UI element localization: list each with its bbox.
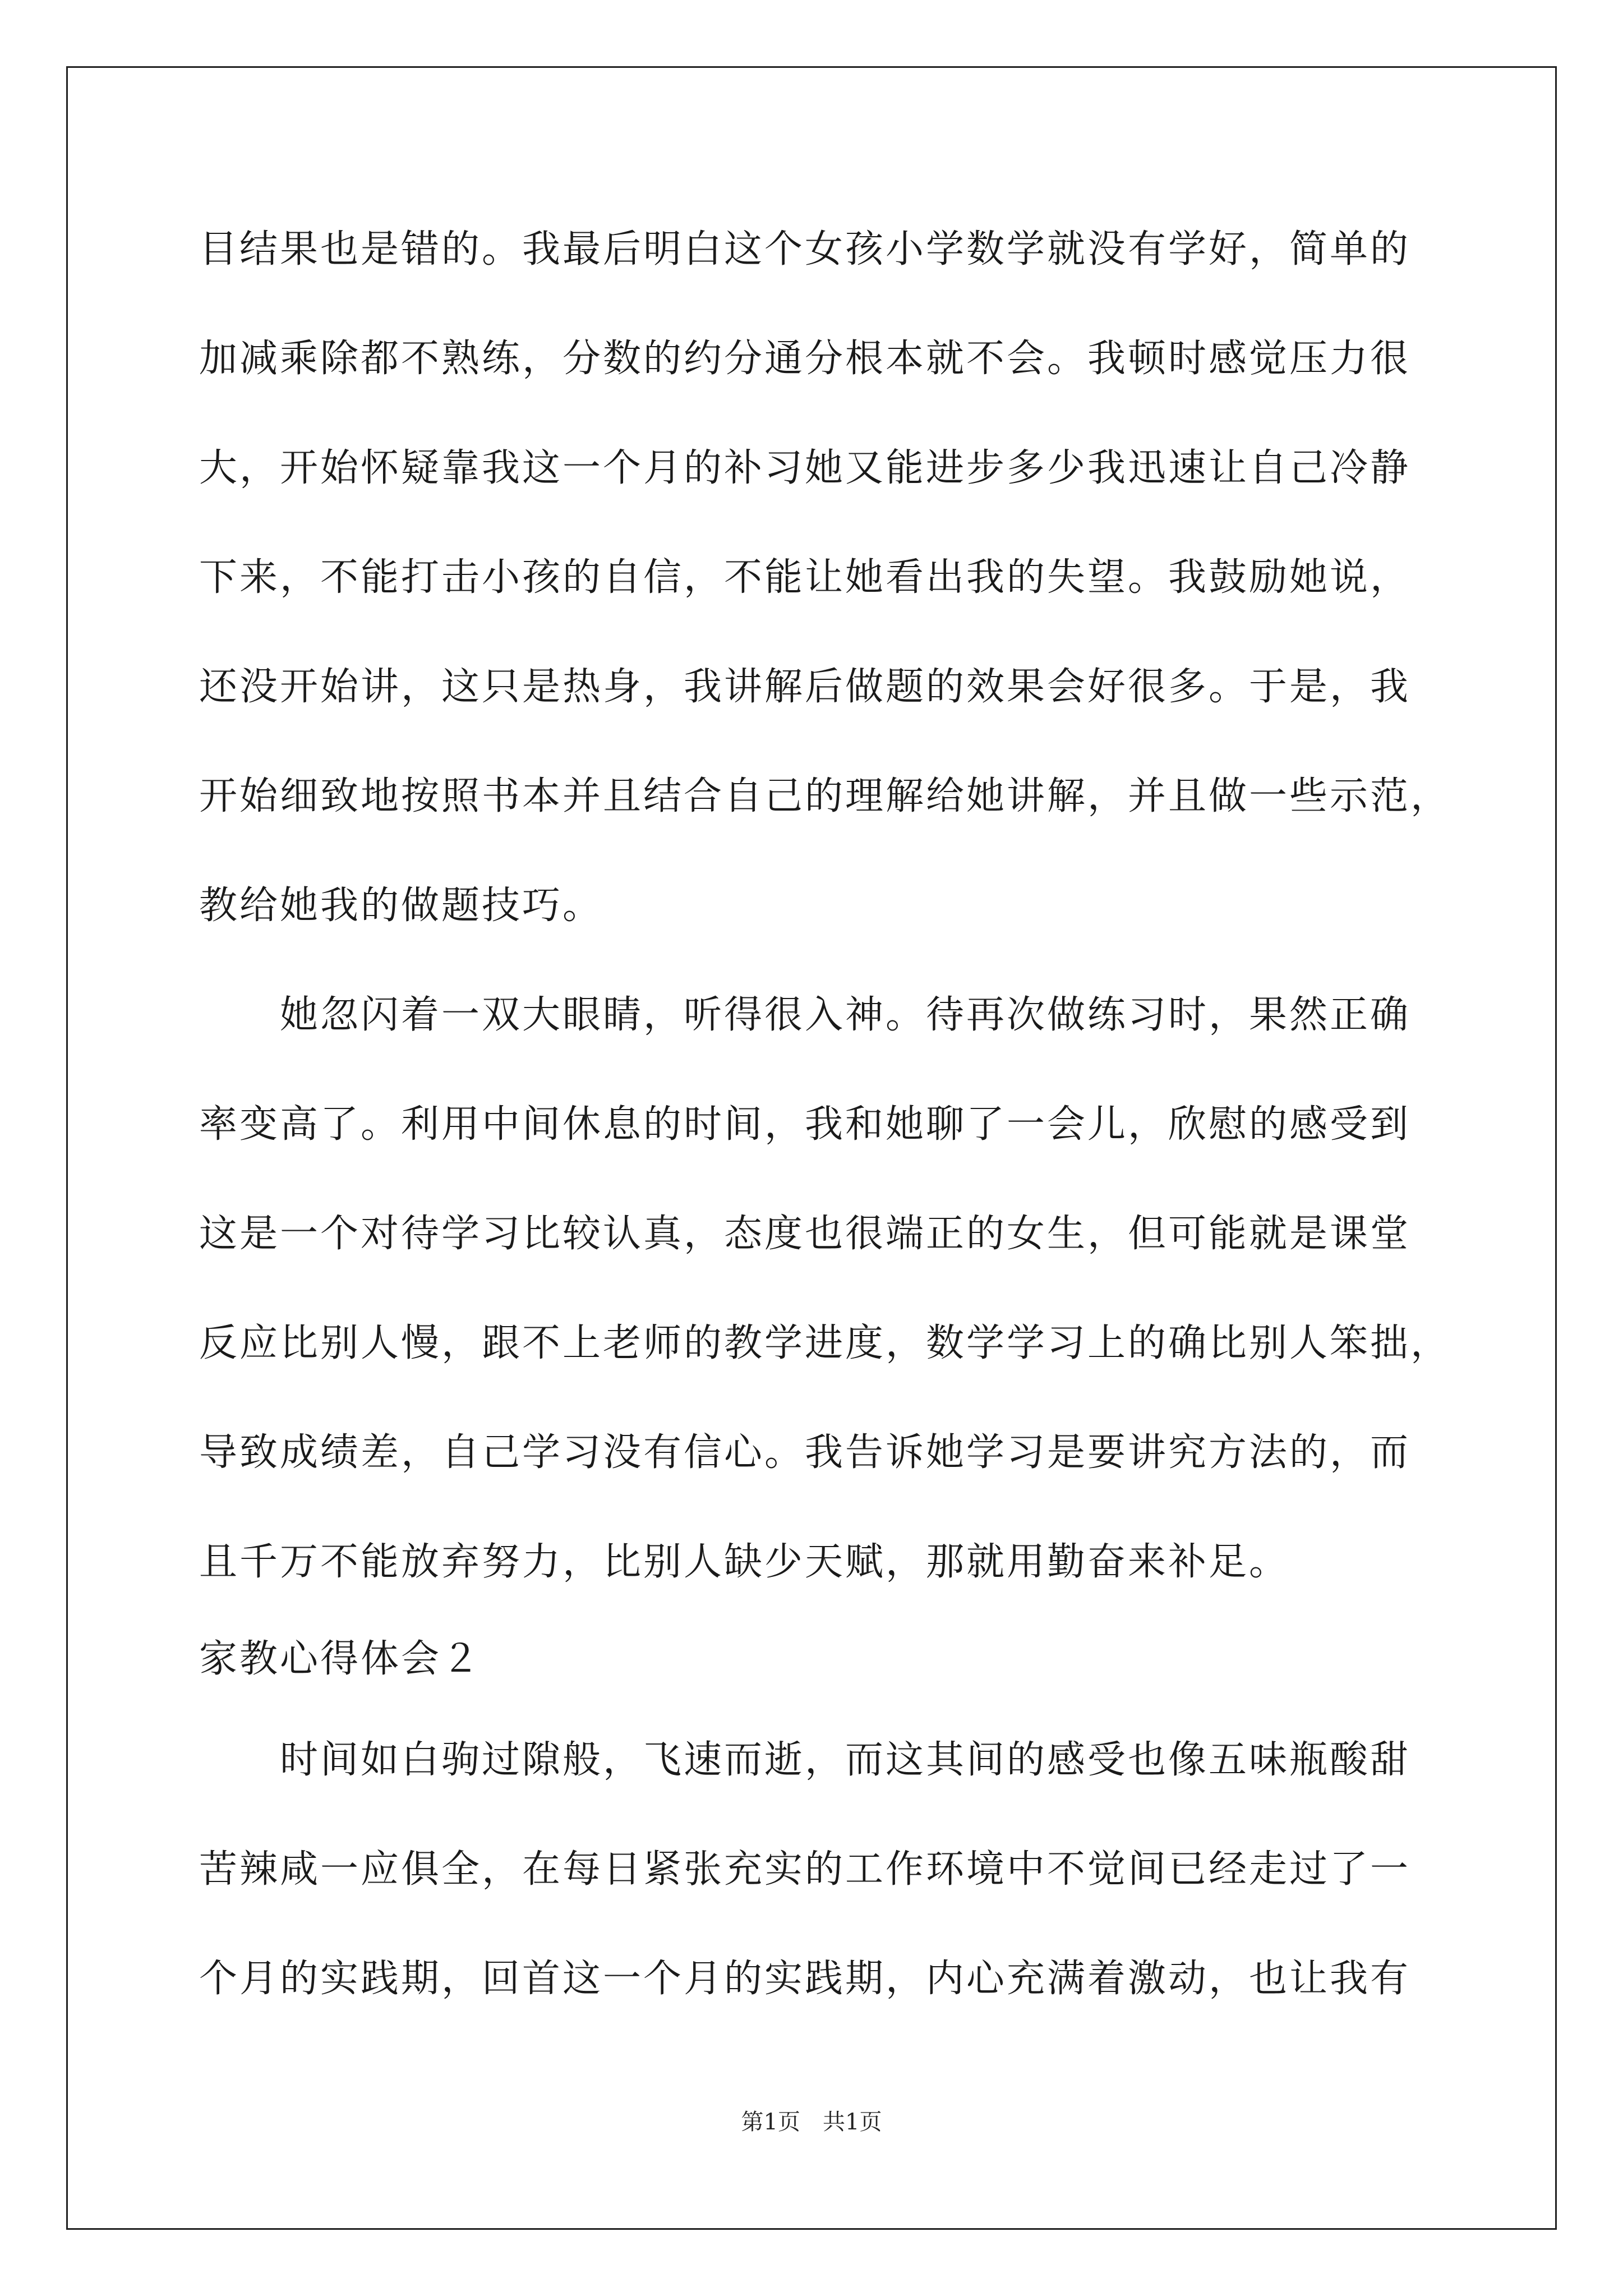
page-border xyxy=(66,66,1557,2230)
text-line: 时间如白驹过隙般，飞速而逝，而这其间的感受也像五味瓶酸甜 xyxy=(199,1738,1411,1782)
text-line: 且千万不能放弃努力，比别人缺少天赋，那就用勤奋来补足。 xyxy=(199,1540,1290,1584)
text-line: 大，开始怀疑靠我这一个月的补习她又能进步多少我迅速让自己冷静 xyxy=(199,446,1411,490)
section-heading: 家教心得体会２ xyxy=(199,1637,482,1681)
text-line: 苦辣咸一应俱全，在每日紧张充实的工作环境中不觉间已经走过了一 xyxy=(199,1847,1411,1892)
text-line: 率变高了。利用中间休息的时间，我和她聊了一会儿，欣慰的感受到 xyxy=(199,1102,1411,1147)
text-line: 导致成绩差，自己学习没有信心。我告诉她学习是要讲究方法的，而 xyxy=(199,1430,1411,1475)
text-line: 还没开始讲，这只是热身，我讲解后做题的效果会好很多。于是，我 xyxy=(199,665,1411,709)
text-line: 开始细致地按照书本并且结合自己的理解给她讲解，并且做一些示范， xyxy=(199,774,1451,818)
text-line: 加减乘除都不熟练，分数的约分通分根本就不会。我顿时感觉压力很 xyxy=(199,337,1411,381)
text-line: 反应比别人慢，跟不上老师的教学进度，数学学习上的确比别人笨拙， xyxy=(199,1321,1451,1365)
text-line: 个月的实践期，回首这一个月的实践期，内心充满着激动，也让我有 xyxy=(199,1957,1411,2001)
page-number: 第1页 共1页 xyxy=(741,2109,882,2135)
text-line: 教给她我的做题技巧。 xyxy=(199,884,603,928)
text-line: 这是一个对待学习比较认真，态度也很端正的女生，但可能就是课堂 xyxy=(199,1212,1411,1256)
text-line: 目结果也是错的。我最后明白这个女孩小学数学就没有学好，简单的 xyxy=(199,227,1411,272)
text-line: 下来，不能打击小孩的自信，不能让她看出我的失望。我鼓励她说， xyxy=(199,555,1411,600)
text-line: 她忽闪着一双大眼睛，听得很入神。待再次做练习时，果然正确 xyxy=(199,993,1411,1037)
